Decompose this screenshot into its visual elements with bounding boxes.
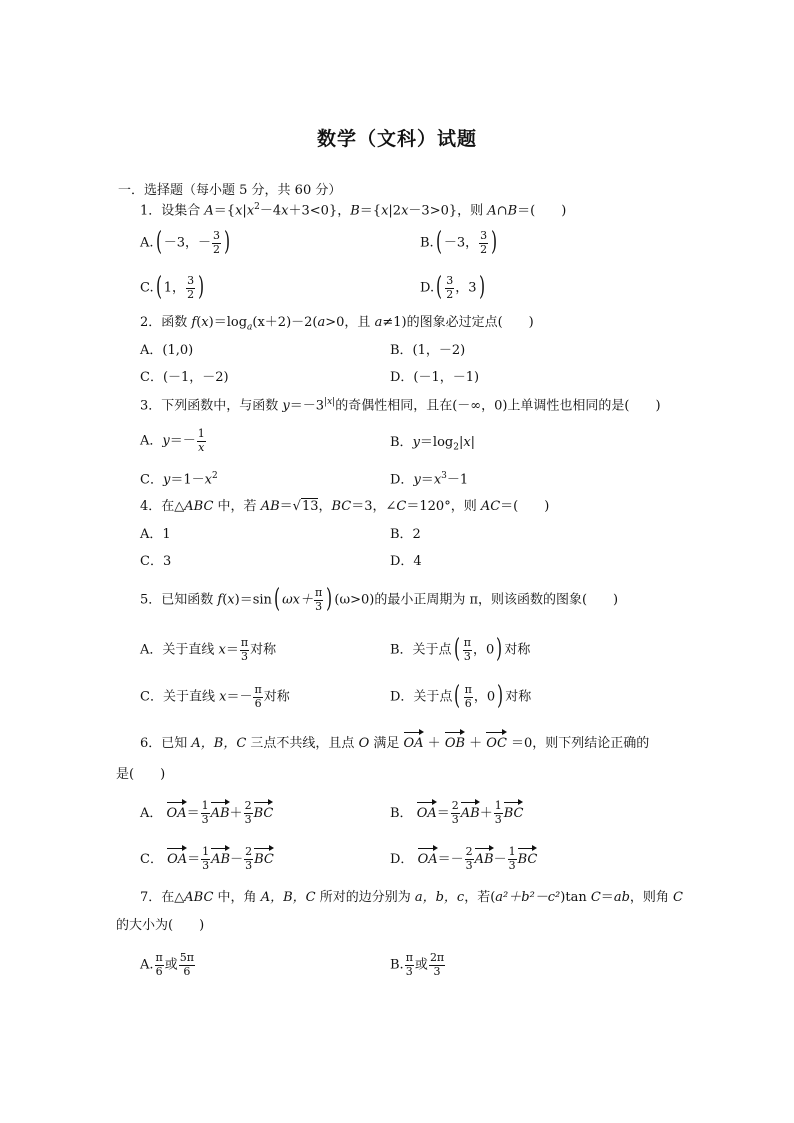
q6-option-c: C． OA＝ $\frac{1}{3}$ AB－ $\frac{2}{3}$ BC [140, 845, 274, 872]
q1-option-b: B.( －3， $\frac{3}{2}$ ) [420, 227, 498, 258]
q5-option-a: A．关于直线 x＝ $\frac{\pi}{3}$ 对称 [140, 636, 277, 663]
section-heading: 一．选择题（每小题 5 分，共 60 分） [118, 183, 342, 198]
q1-option-a: A.( －3，－ $\frac{3}{2}$ ) [140, 227, 231, 258]
q4-option-b: B．2 [390, 527, 421, 542]
question-7-line2: 的大小为( ) [116, 918, 205, 933]
q5-option-b: B．关于点( $\frac{\pi}{3}$ ，0) 对称 [390, 634, 531, 665]
q3-option-c: C．$y=1-x^2$ [140, 471, 218, 488]
q1-option-c: C.( 1， $\frac{3}{2}$ ) [140, 272, 205, 303]
q2-option-c: C．(－1，－2) [140, 370, 229, 385]
q6-option-d: D． OA＝－ $\frac{2}{3}$ AB－ $\frac{1}{3}$ BC [390, 845, 538, 872]
question-2-stem: 2．函数 $f(x)=\log_a(x+2)-2(a>0$，且 a≠1)的图象必过定点( ) [140, 315, 534, 333]
q7-option-b: B. $\frac{\pi}{3}$ 或 $\frac{2\pi}{3}$ [390, 951, 445, 978]
question-1-stem: 1．设集合 $A=\{x|x^2-4x+3<0\}$，B＝{x|2x－3>0}，则 A∩B＝( ) [140, 202, 567, 219]
question-4-stem: 4．在△ABC 中，若 AB＝√13，BC＝3，∠C＝120°，则 AC＝( ) [140, 499, 550, 514]
q5-option-c: C．关于直线 x＝－ $\frac{\pi}{6}$ 对称 [140, 683, 290, 710]
q2-option-d: D．(－1，－1) [390, 370, 480, 385]
question-7-stem: 7．在△ABC 中，角 A，B，C 所对的边分别为 a，b，c，若(a²＋b²－c²)tan C＝ab，则角 C [140, 890, 683, 905]
q7-option-a: A. $\frac{\pi}{6}$ 或 $\frac{5\pi}{6}$ [140, 951, 195, 978]
question-3-stem: 3．下列函数中，与函数 $y=-3^{|x|}$的奇偶性相同，且在(－∞，0)上单调性也相同的是( ) [140, 397, 661, 414]
question-6-line2: 是( ) [116, 767, 166, 782]
question-6-stem: 6．已知 A，B，C 三点不共线，且点 O 满足 OA ＋ OB ＋ OC ＝0，则下列结论正确的 [140, 730, 649, 750]
q1-option-d: D.( $\frac{3}{2}$ ，3) [420, 272, 485, 303]
question-5-stem: 5．已知函数 f(x)＝sin( ωx＋ $\frac{\pi}{3}$ ) (ω>0)的最小正周期为 π，则该函数的图象( ) [140, 584, 619, 615]
q2-option-a: A．(1,0) [140, 343, 194, 358]
q2-option-b: B．(1，－2) [390, 343, 466, 358]
q3-option-b: B．$y=\log_2|x|$ [390, 435, 476, 453]
q5-option-d: D．关于点( $\frac{\pi}{6}$ ，0) 对称 [390, 681, 532, 712]
q3-option-d: D．$y=x^3-1$ [390, 471, 469, 488]
q4-option-a: A．1 [140, 527, 171, 542]
q4-option-d: D．4 [390, 554, 422, 569]
q3-option-a: A．y＝－ $\frac{1}{x}$ [140, 427, 205, 454]
q4-option-c: C．3 [140, 554, 172, 569]
q6-option-a: A． OA＝ $\frac{1}{3}$ AB＋ $\frac{2}{3}$ BC [140, 799, 274, 826]
q6-option-b: B． OA＝ $\frac{2}{3}$ AB＋ $\frac{1}{3}$ BC [390, 799, 524, 826]
page-title: 数学（文科）试题 [316, 128, 477, 150]
